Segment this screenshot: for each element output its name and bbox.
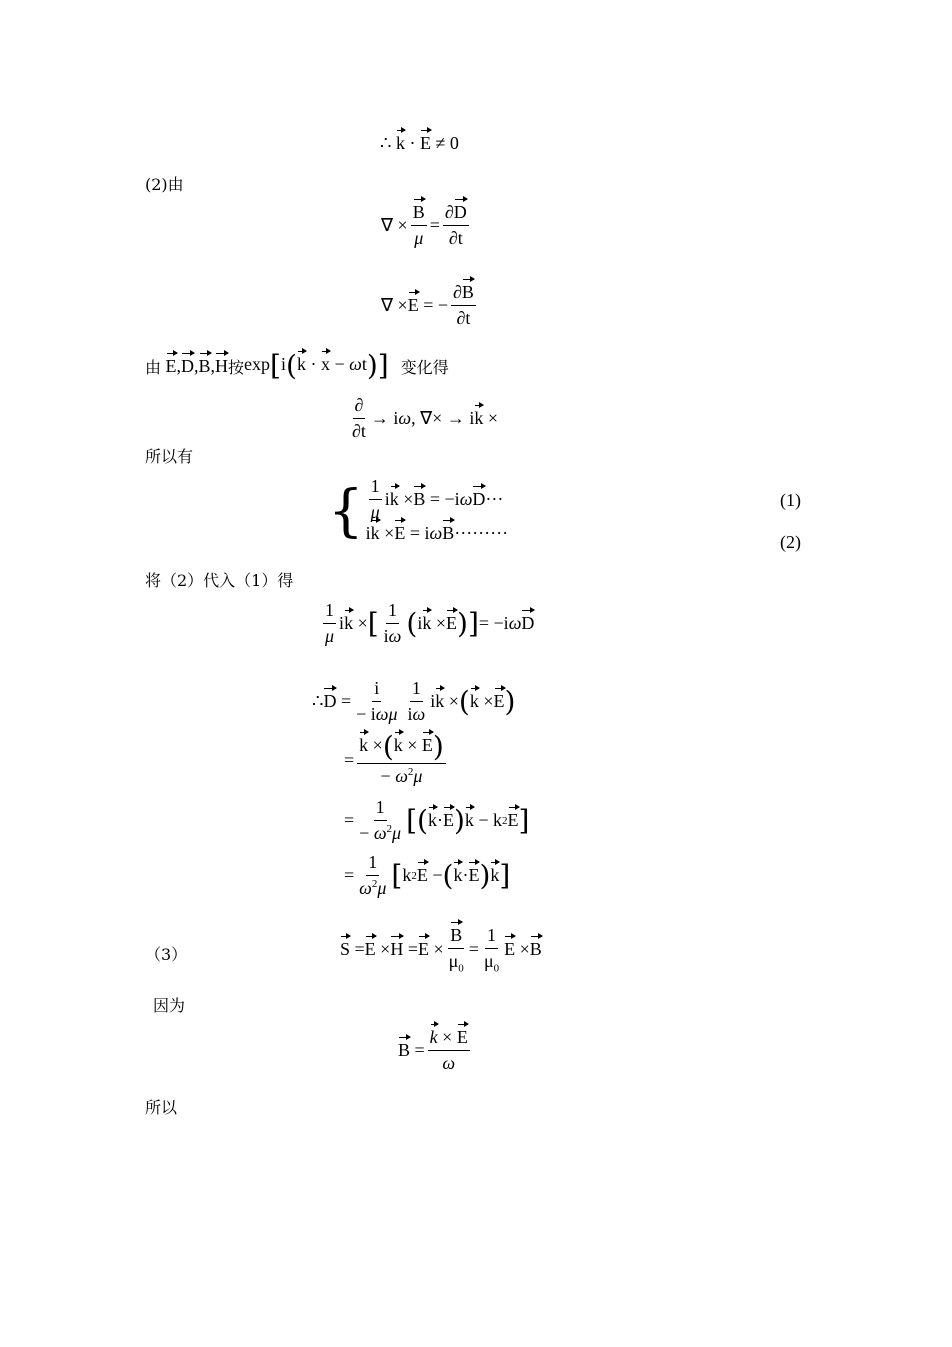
varies-intro-suffix: 变化得 [400, 357, 449, 377]
derivation-line-1: ∴ D = $\frac{i}{\text{− iωμ}}$ $\frac{1}{i\omega}$ i k × ( k × E ) [312, 678, 516, 724]
so-have-text: 所以有 [145, 447, 194, 466]
left-brace: { [328, 479, 364, 544]
varies-intro-prefix: 由 [145, 357, 162, 377]
eq-b-definition: B = $\frac{k \times E}{\omega}$ [398, 1027, 468, 1073]
because-text: 因为 [153, 996, 186, 1015]
varies-intro: 由 E,D,B,H 按 exp[i(k · x − ωt)] 变化得 [145, 349, 449, 382]
eq-substituted: $\frac{1}{\mu}$ i k × [ $\frac{1}{i\omega}$ ( i k × E ) ] = −i ω D [325, 600, 535, 646]
eq-system [328, 475, 509, 546]
derivation-line-4: = $\frac{1}{\omega^2\mu}$ [ k 2 E − ( k · E ) k ] [344, 852, 511, 898]
system-eq1: $\frac{1}{\mu}$ i k × B = −i ω D ··· [370, 475, 504, 522]
eq-curl-e: ∇ × E = − $\frac{\partial B}{\partial t}$ [381, 282, 474, 328]
part2-label: (2)由 [145, 175, 184, 194]
derivation-line-3: = $\frac{1}{- \omega^2\mu}$ [ ( k · E ) k − k 2 E ] [344, 797, 530, 843]
system-eq2: i k × E = i ω B ········· [365, 522, 509, 543]
eq-therefore-k-dot-e: ∴ k · E ≠ 0 [380, 133, 459, 153]
substitute-text: 将（2）代入（1）得 [145, 571, 294, 590]
therefore-text: 所以 [145, 1098, 178, 1117]
eq-poynting: S = E × H = E × $\frac{B}{\mu_0}$ = $\frac{1}{\mu_0}$ E × B [340, 925, 542, 975]
eq-curl-b: ∇ × $\frac{B}{\mu}$ = $\frac{\partial D}{\partial t}$ [381, 202, 467, 248]
part3-label: （3） [145, 945, 188, 964]
eq-number-1: (1) [780, 490, 801, 510]
eq-operator-substitution: $\frac{\partial}{\partial t}$ → i ω , ∇× → i k × [352, 395, 498, 441]
varies-intro-mid: 按 [228, 357, 245, 377]
eq-number-2: (2) [780, 532, 801, 552]
derivation-line-2: = $\frac{k \times(k \times E)}{- \omega^2\mu}$ [344, 730, 444, 786]
